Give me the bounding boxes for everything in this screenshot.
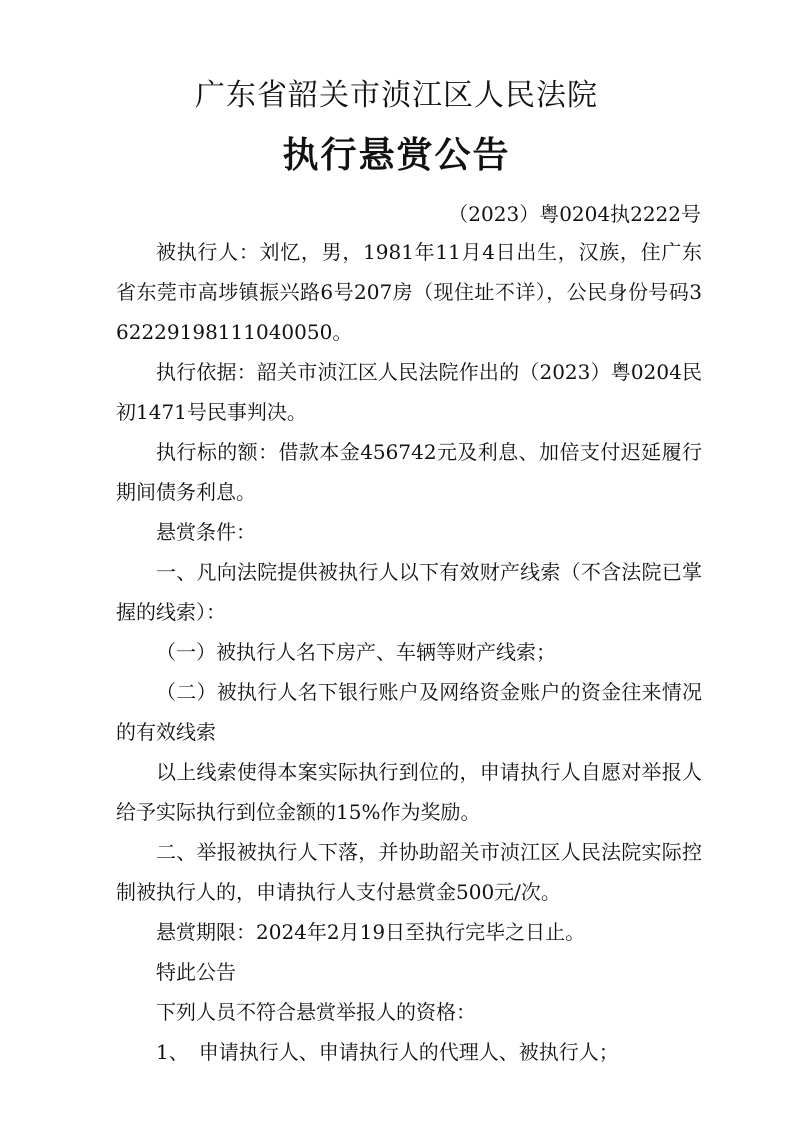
paragraph-condition-1-item-2: （二）被执行人名下银行账户及网络资金账户的资金往来情况的有效线索 — [116, 680, 702, 744]
paragraph-condition-1-item-1: （一）被执行人名下房产、车辆等财产线索； — [156, 640, 556, 664]
paragraph-ineligible-1: 1、 申请执行人、申请执行人的代理人、被执行人； — [156, 1040, 619, 1064]
paragraph-period: 悬赏期限：2024年2月19日至执行完毕之日止。 — [156, 920, 586, 944]
paragraph-announcement: 特此公告 — [156, 960, 236, 984]
paragraph-condition-1: 一、凡向法院提供被执行人以下有效财产线索（不含法院已掌握的线索）： — [116, 560, 702, 624]
paragraph-conditions-heading: 悬赏条件： — [156, 520, 256, 544]
case-number: （2023）粤0204执2222号 — [448, 202, 701, 226]
paragraph-amount: 执行标的额：借款本金456742元及利息、加倍支付迟延履行期间债务利息。 — [116, 440, 702, 504]
court-name: 广东省韶关市浈江区人民法院 — [195, 78, 598, 113]
paragraph-basis: 执行依据：韶关市浈江区人民法院作出的（2023）粤0204民初1471号民事判决。 — [116, 360, 702, 424]
paragraph-ineligible-heading: 下列人员不符合悬赏举报人的资格： — [156, 1000, 476, 1024]
paragraph-reward: 以上线索使得本案实际执行到位的，申请执行人自愿对举报人给予实际执行到位金额的15%作为奖励。 — [116, 760, 702, 824]
paragraph-respondent: 被执行人：刘忆，男，1981年11月4日出生，汉族，住广东省东莞市高埗镇振兴路6号207房（现住址不详），公民身份号码362229198111040050。 — [116, 240, 702, 344]
notice-title: 执行悬赏公告 — [282, 135, 511, 176]
notice-body — [116, 232, 702, 1072]
paragraph-condition-2: 二、举报被执行人下落，并协助韶关市浈江区人民法院实际控制被执行人的，申请执行人支付悬赏金500元/次。 — [116, 840, 702, 904]
